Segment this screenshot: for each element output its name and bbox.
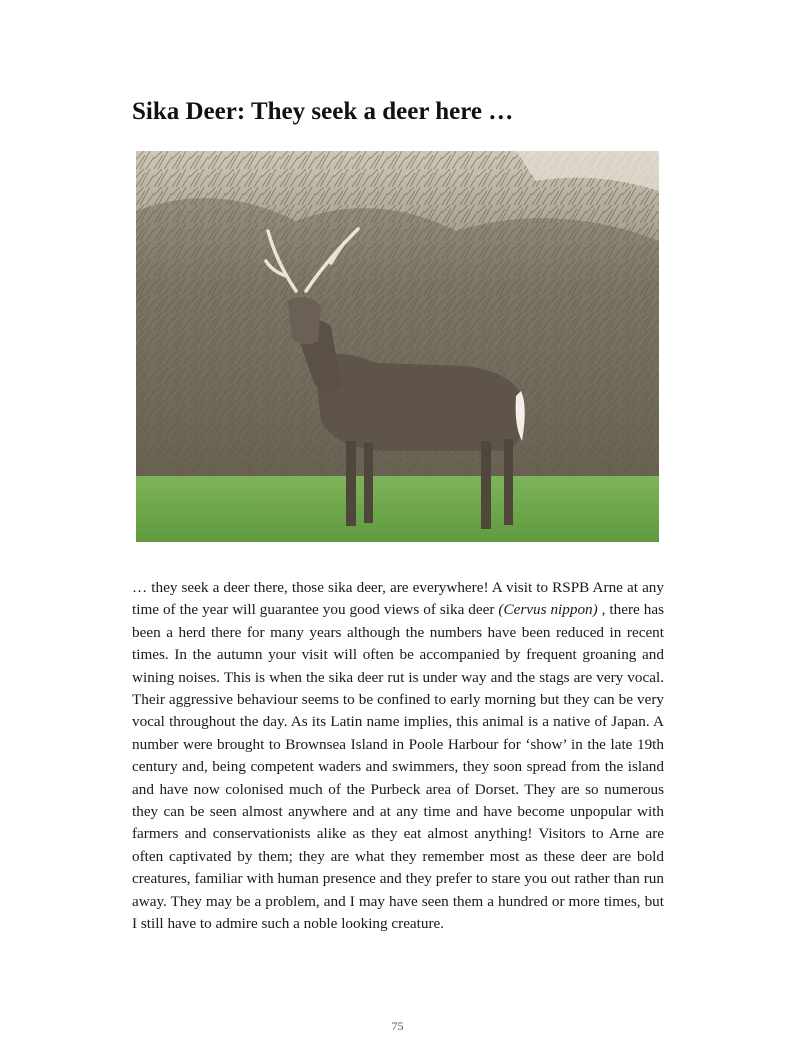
page-number: 75 [391, 1019, 404, 1033]
page-title: Sika Deer: They seek a deer here … [132, 98, 514, 125]
grass-field [136, 476, 659, 542]
paragraph-text-start: … they seek a deer there, those sika deer, are everywhere! A visit to RSPB Arne at any time of the year will guarantee you good views of sika deer [132, 579, 664, 619]
latin-name: (Cervus nippon) [498, 601, 598, 619]
body-paragraph [132, 577, 664, 936]
sika-deer-photo [136, 151, 659, 542]
paragraph-text-rest: , there has been a herd there for many years although the numbers have been reduced in recent times. In the autumn your visit will often be accompanied by frequent groaning and wining noises. This is when the sika deer rut is under way and the stags are very vocal. Their aggressive behaviour seems to be confined to early morning but they can be very vocal throughout the day. As its Latin name implies, this animal is a native of Japan. A number were brought to Brownsea Island in Poole Harbour for ‘show’ in the late 19th century and, being competent waders and swimmers, they soon spread from the island and have now colonised much of the Purbeck area of Dorset. They are so numerous they can be seen almost anywhere and at any time and have become unpopular with farmers and conservationists alike as they eat almost anything! Visitors to Arne are often captivated by them; they are what they remember most as these deer are bold creatures, familiar with human presence and they prefer to stare you out rather than run away. They may be a problem, and I may have seen them a hundred or more times, but I still have to admire such a noble looking creature. [132, 601, 664, 933]
photo-illustration [136, 151, 659, 542]
